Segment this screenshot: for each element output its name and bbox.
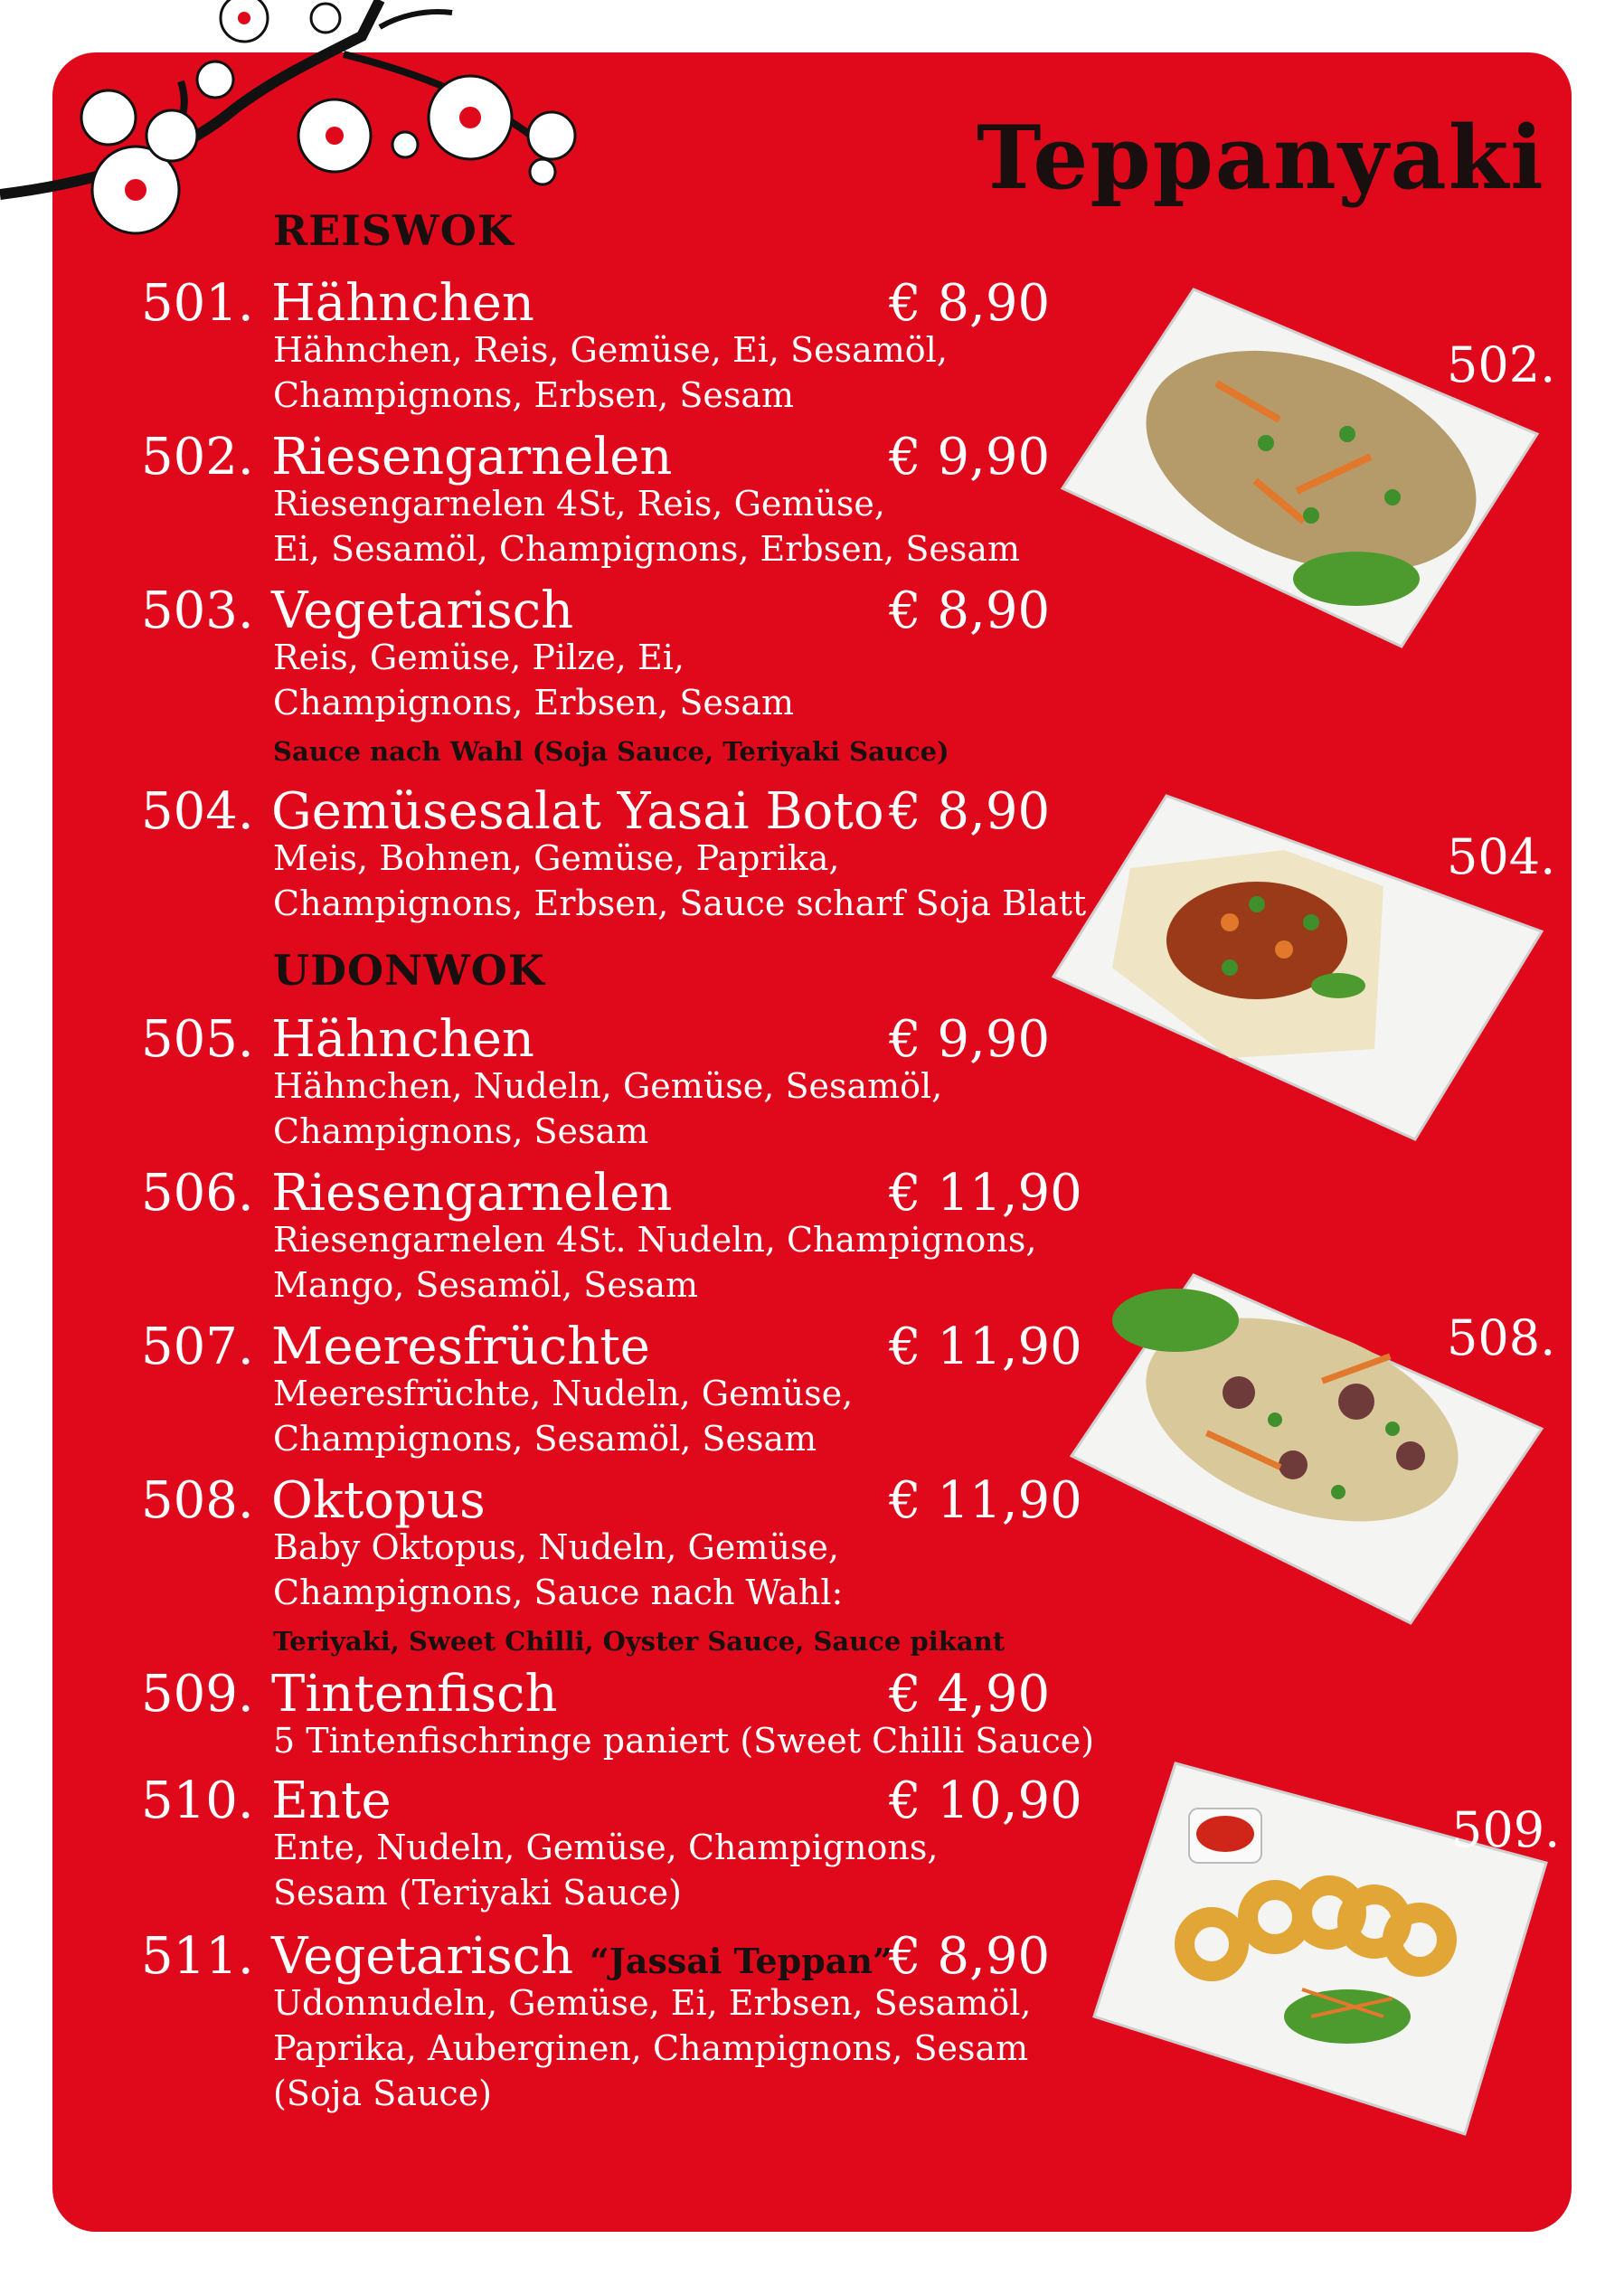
item-price: € 8,90 <box>889 782 1051 841</box>
item-number: 507. <box>141 1318 254 1376</box>
desc-line: Paprika, Auberginen, Champignons, Sesam <box>273 2028 1029 2068</box>
desc-line: Meis, Bohnen, Gemüse, Paprika, <box>273 838 840 878</box>
desc-line: Mango, Sesamöl, Sesam <box>273 1265 699 1305</box>
item-name: Meeresfrüchte <box>271 1318 650 1376</box>
desc-line: Champignons, Sesam <box>273 1111 649 1151</box>
desc-line: Baby Oktopus, Nudeln, Gemüse, <box>273 1527 839 1567</box>
item-note: Teriyaki, Sweet Chilli, Oyster Sauce, Sauce pikant <box>273 1626 1006 1657</box>
photo-label-509: 509. <box>1451 1801 1561 1858</box>
item-name: Hähnchen <box>271 1010 534 1069</box>
desc-line: Ente, Nudeln, Gemüse, Champignons, <box>273 1828 939 1867</box>
item-description <box>273 635 794 725</box>
item-price: € 10,90 <box>889 1771 1082 1830</box>
item-description <box>273 481 1020 572</box>
item-price: € 8,90 <box>889 274 1051 333</box>
desc-line: Riesengarnelen 4St, Reis, Gemüse, <box>273 484 885 524</box>
desc-line: Meeresfrüchte, Nudeln, Gemüse, <box>273 1374 854 1413</box>
item-price: € 8,90 <box>889 1927 1051 1986</box>
photo-label-502: 502. <box>1447 336 1556 393</box>
item-subtitle: “Jassai Teppan” <box>589 1941 892 1981</box>
item-number: 504. <box>141 782 254 841</box>
desc-line: (Soja Sauce) <box>273 2073 493 2113</box>
item-description <box>273 1525 843 1615</box>
item-price: € 11,90 <box>889 1318 1082 1376</box>
item-name: Hähnchen <box>271 274 534 333</box>
item-price: € 9,90 <box>889 428 1051 486</box>
desc-line: Riesengarnelen 4St. Nudeln, Champignons, <box>273 1220 1037 1260</box>
item-name-text: Vegetarisch <box>271 1927 574 1986</box>
desc-line: Champignons, Sauce nach Wahl: <box>273 1573 844 1612</box>
item-description <box>273 1063 942 1154</box>
item-description <box>273 1825 938 1915</box>
item-price: € 8,90 <box>889 581 1051 640</box>
desc-line: Reis, Gemüse, Pilze, Ei, <box>273 638 685 677</box>
desc-line: Champignons, Erbsen, Sesam <box>273 683 795 723</box>
item-number: 501. <box>141 274 254 333</box>
item-description <box>273 1718 1094 1763</box>
photo-label-508: 508. <box>1447 1309 1556 1366</box>
desc-line: 5 Tintenfischringe paniert (Sweet Chilli Sauce) <box>273 1721 1095 1761</box>
item-price: € 9,90 <box>889 1010 1051 1069</box>
desc-line: Ei, Sesamöl, Champignons, Erbsen, Sesam <box>273 529 1021 569</box>
item-name: Ente <box>271 1771 392 1830</box>
item-description <box>273 327 948 418</box>
desc-line: Champignons, Erbsen, Sesam <box>273 375 795 415</box>
desc-line: Hähnchen, Nudeln, Gemüse, Sesamöl, <box>273 1066 943 1106</box>
cherry-blossom-decoration <box>0 0 651 235</box>
item-name: Oktopus <box>271 1471 486 1530</box>
item-name: Riesengarnelen <box>271 1164 673 1223</box>
item-number: 510. <box>141 1771 254 1830</box>
item-number: 502. <box>141 428 254 486</box>
desc-line: Sesam (Teriyaki Sauce) <box>273 1873 682 1913</box>
item-description <box>273 1217 1036 1308</box>
menu-title: Teppanyaki <box>977 107 1545 209</box>
item-number: 503. <box>141 581 254 640</box>
item-price: € 11,90 <box>889 1164 1082 1223</box>
desc-line: Champignons, Erbsen, Sauce scharf Soja Blatt <box>273 883 1087 923</box>
item-note: Sauce nach Wahl (Soja Sauce, Teriyaki Sauce) <box>273 736 949 767</box>
item-name: Riesengarnelen <box>271 428 673 486</box>
photo-label-504: 504. <box>1447 828 1556 885</box>
section-udonwok: UDONWOK <box>273 946 545 995</box>
item-number: 505. <box>141 1010 254 1069</box>
item-name: Vegetarisch <box>271 581 574 640</box>
item-name: Tintenfisch <box>271 1665 558 1724</box>
desc-line: Hähnchen, Reis, Gemüse, Ei, Sesamöl, <box>273 330 948 370</box>
item-number: 508. <box>141 1471 254 1530</box>
item-number: 511. <box>141 1927 254 1986</box>
item-description <box>273 1980 1031 2116</box>
item-price: € 4,90 <box>889 1665 1051 1724</box>
desc-line: Udonnudeln, Gemüse, Ei, Erbsen, Sesamöl, <box>273 1983 1032 2023</box>
item-number: 509. <box>141 1665 254 1724</box>
item-description <box>273 1371 853 1461</box>
item-name: Gemüsesalat Yasai Boto <box>271 782 884 841</box>
item-description <box>273 836 1086 926</box>
desc-line: Champignons, Sesamöl, Sesam <box>273 1419 817 1459</box>
item-price: € 11,90 <box>889 1471 1082 1530</box>
section-reiswok: REISWOK <box>273 206 515 255</box>
item-number: 506. <box>141 1164 254 1223</box>
